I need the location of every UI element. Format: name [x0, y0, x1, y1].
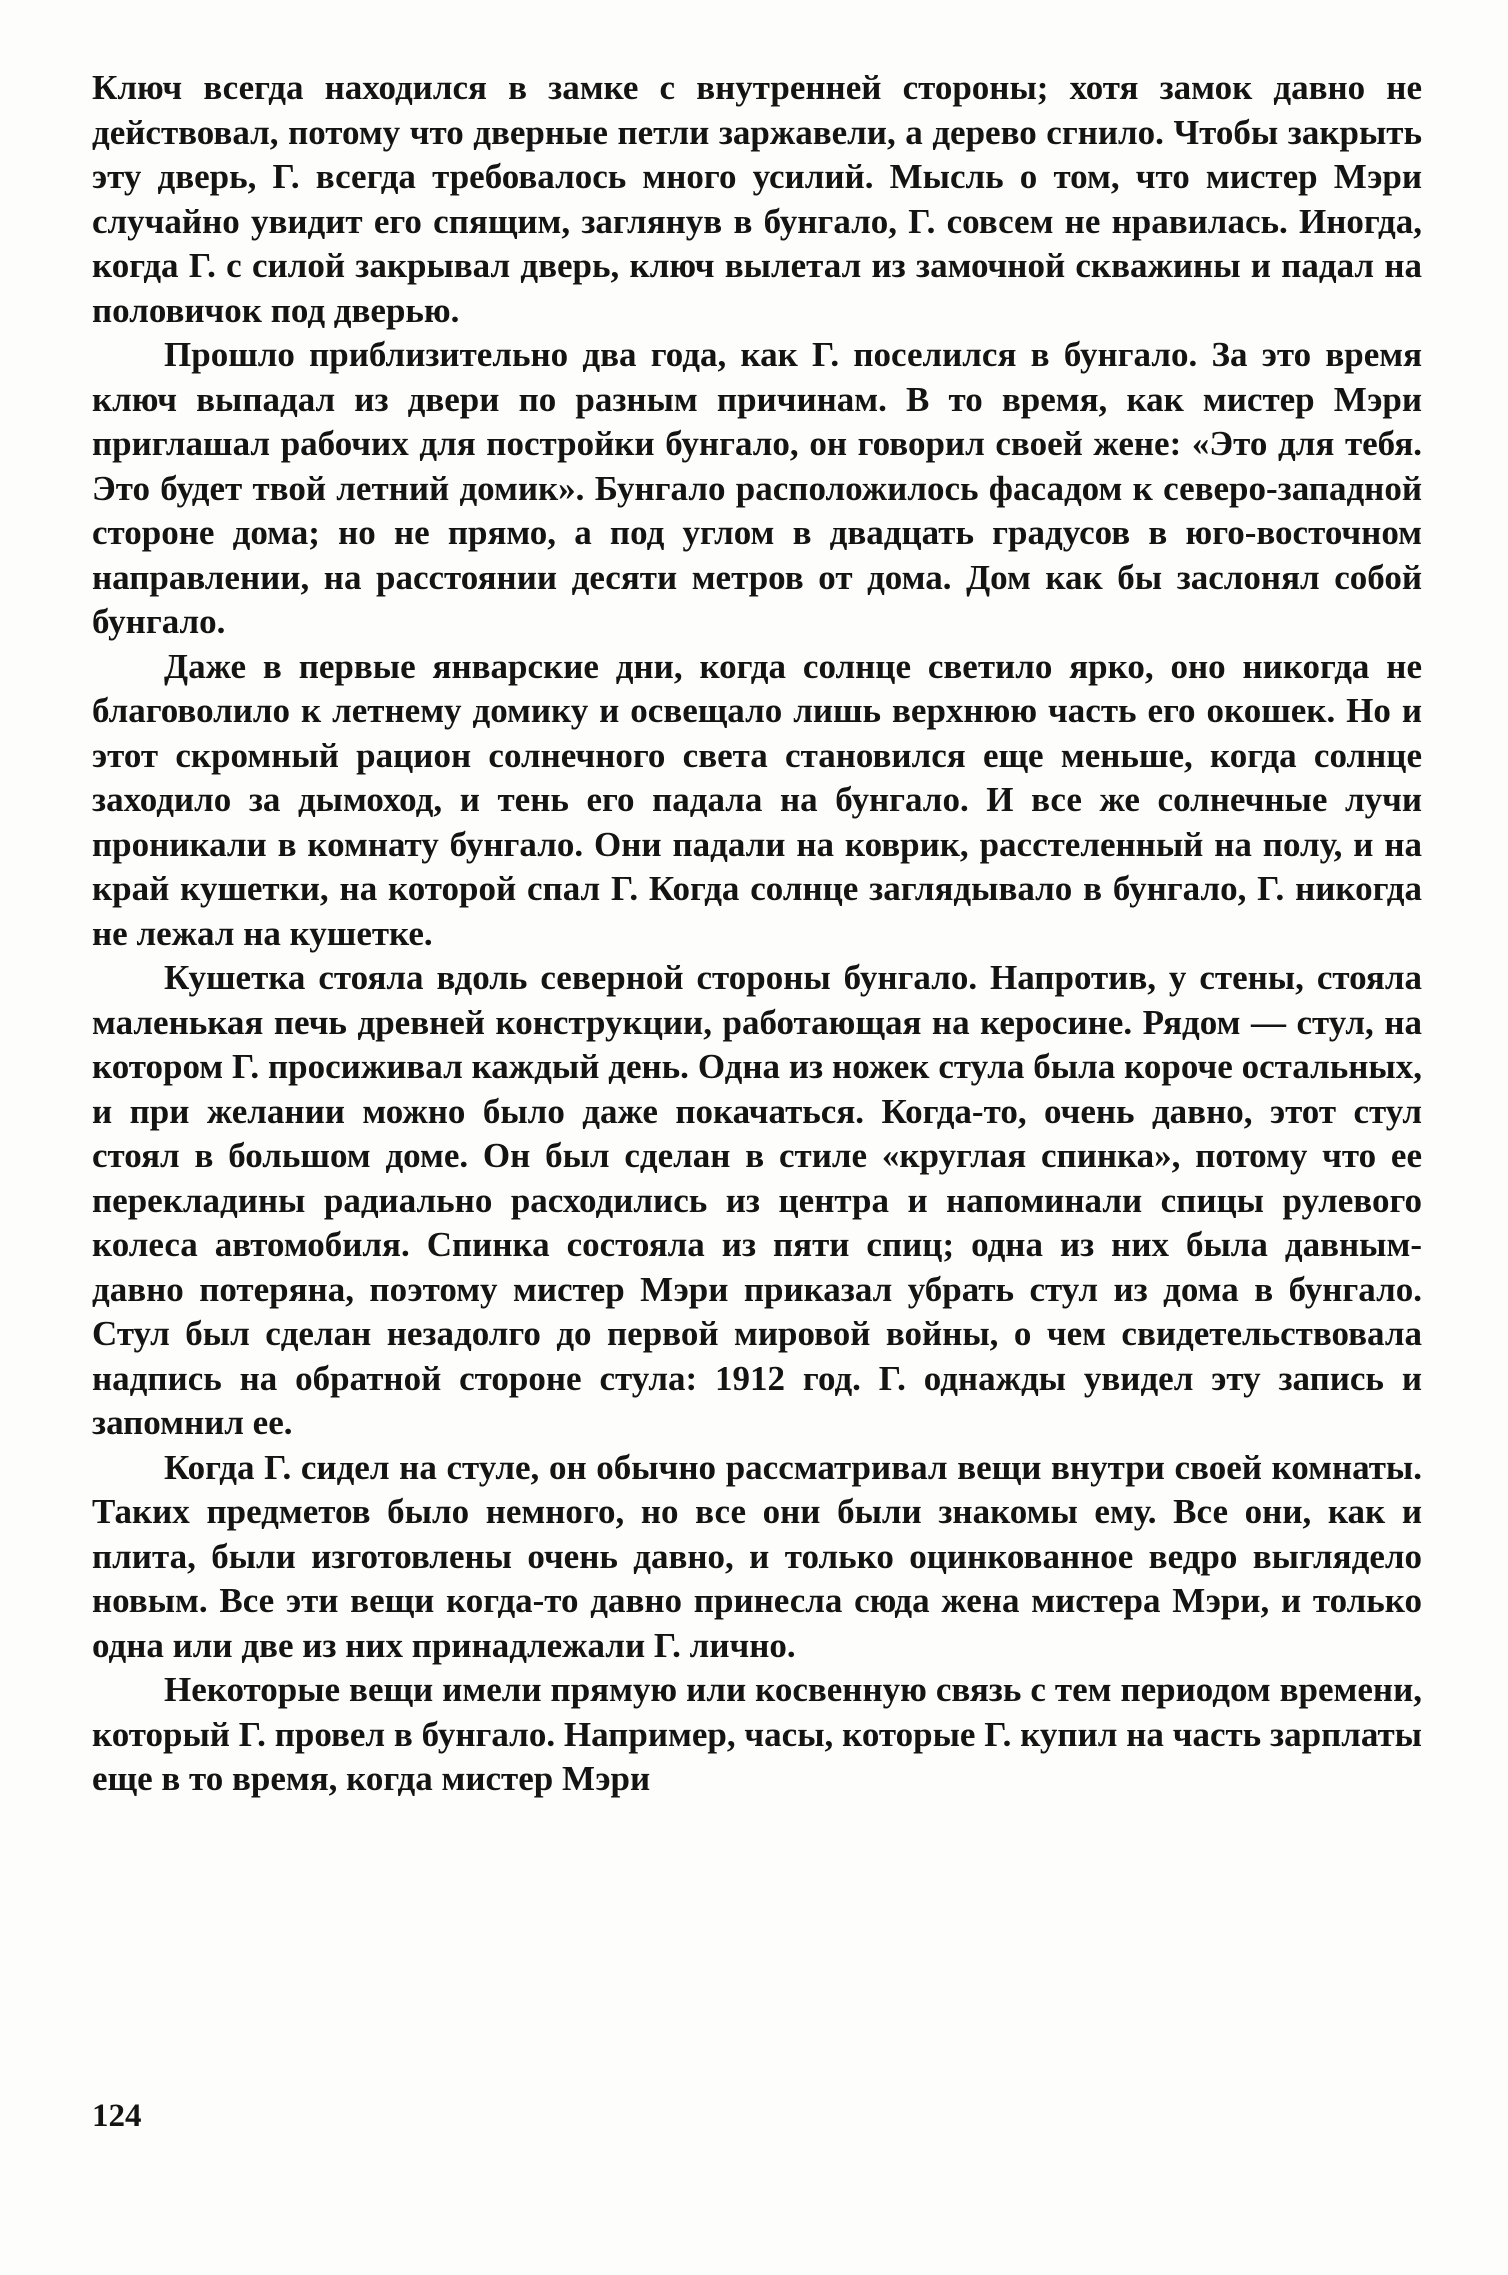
page-number: 124 — [92, 2098, 142, 2134]
paragraph-1: Ключ всегда находился в замке с внутренней стороны; хотя замок давно не действовал, потому что дверные петли заржавели, а дерево сгнило. Чтобы закрыть эту дверь, Г. всегда требовалось много усилий. Мысль о том, что мистер Мэри случайно увидит его спящим, заглянув в бунгало, Г. совсем не нравилась. Иногда, когда Г. с силой закрывал дверь, ключ вылетал из замочной скважины и падал на половичок под дверью. — [92, 68, 1422, 330]
paragraph-4: Кушетка стояла вдоль северной стороны бунгало. Напротив, у стены, стояла маленькая печь древней конструкции, работающая на керосине. Рядом — стул, на котором Г. просиживал каждый день. Одна из ножек стула была короче остальных, и при желании можно было даже покачаться. Когда-то, очень давно, этот стул стоял в большом доме. Он был сделан в стиле «круглая спинка», потому что ее перекладины радиально расходились из центра и напоминали спицы рулевого колеса автомобиля. Спинка состояла из пяти спиц; одна из них была давным-давно потеряна, поэтому мистер Мэри приказал убрать стул из дома в бунгало. Стул был сделан незадолго до первой мировой войны, о чем свидетельствовала надпись на обратной стороне стула: 1912 год. Г. однажды увидел эту запись и запомнил ее. — [92, 958, 1422, 1442]
paragraph-3: Даже в первые январские дни, когда солнце светило ярко, оно никогда не благоволило к летнему домику и освещало лишь верхнюю часть его окошек. Но и этот скромный рацион солнечного света становился еще меньше, когда солнце заходило за дымоход, и тень его падала на бунгало. И все же солнечные лучи проникали в комнату бунгало. Они падали на коврик, расстеленный на полу, и на край кушетки, на которой спал Г. Когда солнце заглядывало в бунгало, Г. никогда не лежал на кушетке. — [92, 646, 1422, 953]
paragraph-6: Некоторые вещи имели прямую или косвенную связь с тем периодом времени, который Г. провел в бунгало. Например, часы, которые Г. купил на часть зарплаты еще в то время, когда мистер Мэри — [92, 1670, 1422, 1798]
body-text — [92, 66, 1422, 1802]
paragraph-2: Прошло приблизительно два года, как Г. поселился в бунгало. За это время ключ выпадал из двери по разным причинам. В то время, как мистер Мэри приглашал рабочих для постройки бунгало, он говорил своей жене: «Это для тебя. Это будет твой летний домик». Бунгало расположилось фасадом к северо-западной стороне дома; но не прямо, а под углом в двадцать градусов в юго-восточном направлении, на расстоянии десяти метров от дома. Дом как бы заслонял собой бунгало. — [92, 335, 1422, 641]
paragraph-5: Когда Г. сидел на стуле, он обычно рассматривал вещи внутри своей комнаты. Таких предметов было немного, но все они были знакомы ему. Все они, как и плита, были изготовлены очень давно, и только оцинкованное ведро выглядело новым. Все эти вещи когда-то давно принесла сюда жена мистера Мэри, и только одна или две из них принадлежали Г. лично. — [92, 1447, 1422, 1665]
